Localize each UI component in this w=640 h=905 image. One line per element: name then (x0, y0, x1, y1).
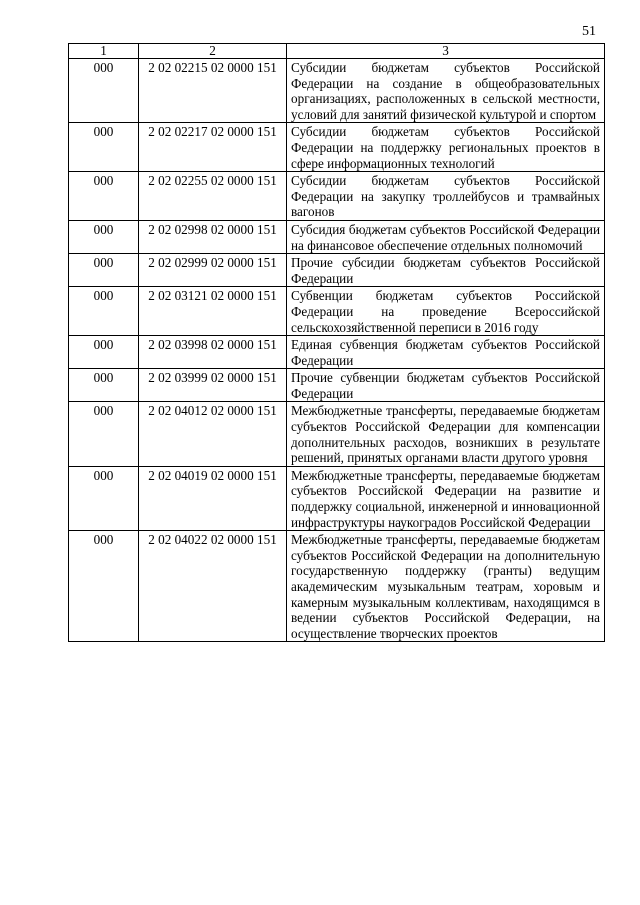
description-cell: Субсидии бюджетам субъектов Российской Федерации на закупку троллейбусов и трамвайных вагонов (287, 172, 605, 221)
income-code-cell: 2 02 04019 02 0000 151 (139, 466, 287, 530)
description-cell: Прочие субсидии бюджетам субъектов Российской Федерации (287, 254, 605, 287)
table-row (69, 369, 605, 402)
admin-code-cell: 000 (69, 531, 139, 642)
description-cell: Субвенции бюджетам субъектов Российской Федерации на проведение Всероссийской сельскохозяйственной переписи в 2016 году (287, 287, 605, 336)
page-number: 51 (582, 24, 596, 39)
description-cell: Субсидия бюджетам субъектов Российской Федерации на финансовое обеспечение отдельных полномочий (287, 220, 605, 253)
column-header-3: 3 (287, 44, 605, 59)
column-header-2: 2 (139, 44, 287, 59)
admin-code-cell: 000 (69, 402, 139, 466)
table-row (69, 172, 605, 221)
table-row (69, 59, 605, 123)
admin-code-cell: 000 (69, 59, 139, 123)
income-code-cell: 2 02 04022 02 0000 151 (139, 531, 287, 642)
table-row (69, 531, 605, 642)
income-code-cell: 2 02 02255 02 0000 151 (139, 172, 287, 221)
income-code-cell: 2 02 02217 02 0000 151 (139, 123, 287, 172)
admin-code-cell: 000 (69, 172, 139, 221)
table-row (69, 402, 605, 466)
income-code-cell: 2 02 03999 02 0000 151 (139, 369, 287, 402)
description-cell: Единая субвенция бюджетам субъектов Российской Федерации (287, 336, 605, 369)
description-cell: Межбюджетные трансферты, передаваемые бюджетам субъектов Российской Федерации на дополнительную государственную поддержку (гранты) ведущим академическим музыкальным театрам, хоровым и камерным музыкальным коллективам, находящимся в ведении субъектов Российской Федерации, на осуществление творческих проектов (287, 531, 605, 642)
income-code-cell: 2 02 02999 02 0000 151 (139, 254, 287, 287)
table-header-row (69, 44, 605, 59)
description-cell: Субсидии бюджетам субъектов Российской Федерации на поддержку региональных проектов в сфере информационных технологий (287, 123, 605, 172)
table-row (69, 123, 605, 172)
admin-code-cell: 000 (69, 220, 139, 253)
admin-code-cell: 000 (69, 254, 139, 287)
income-code-cell: 2 02 03121 02 0000 151 (139, 287, 287, 336)
table-row (69, 336, 605, 369)
description-cell: Межбюджетные трансферты, передаваемые бюджетам субъектов Российской Федерации на развитие и поддержку социальной, инженерной и инновационной инфраструктуры наукоградов Российской Федерации (287, 466, 605, 530)
admin-code-cell: 000 (69, 123, 139, 172)
description-cell: Субсидии бюджетам субъектов Российской Федерации на создание в общеобразовательных организациях, расположенных в сельской местности, условий для занятий физической культурой и спортом (287, 59, 605, 123)
table-row (69, 466, 605, 530)
table-row (69, 287, 605, 336)
description-cell: Прочие субвенции бюджетам субъектов Российской Федерации (287, 369, 605, 402)
table-row (69, 220, 605, 253)
table-row (69, 254, 605, 287)
income-code-cell: 2 02 02215 02 0000 151 (139, 59, 287, 123)
admin-code-cell: 000 (69, 287, 139, 336)
budget-classification-table (68, 43, 605, 642)
income-code-cell: 2 02 03998 02 0000 151 (139, 336, 287, 369)
admin-code-cell: 000 (69, 369, 139, 402)
admin-code-cell: 000 (69, 336, 139, 369)
income-code-cell: 2 02 02998 02 0000 151 (139, 220, 287, 253)
column-header-1: 1 (69, 44, 139, 59)
admin-code-cell: 000 (69, 466, 139, 530)
description-cell: Межбюджетные трансферты, передаваемые бюджетам субъектов Российской Федерации для компенсации дополнительных расходов, возникших в результате решений, принятых органами власти другого уровня (287, 402, 605, 466)
income-code-cell: 2 02 04012 02 0000 151 (139, 402, 287, 466)
